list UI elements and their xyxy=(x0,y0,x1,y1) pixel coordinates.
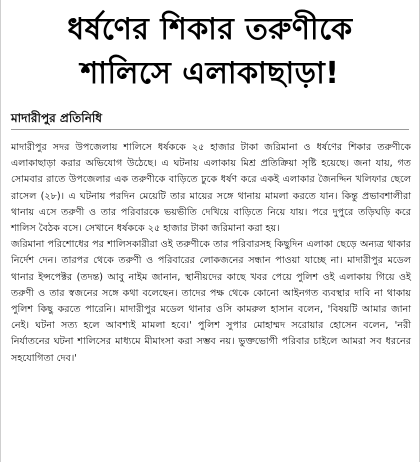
headline-line-1: ধর্ষণের শিকার তরুণীকে xyxy=(67,12,353,47)
article-body xyxy=(11,140,411,367)
byline: মাদারীপুর প্রতিনিধি xyxy=(11,111,103,125)
headline-line-2: শালিসে এলাকাছাড়া! xyxy=(80,56,340,91)
paragraph-2: জরিমানা পরিশোধের পর শালিসকারীরা ওই তরুণীকে তার পরিবারসহ কিছুদিন এলাকা ছেড়ে অন্যত্র থাকার নির্দেশ দেন। তারপর থেকে তরুণী ও পরিবারের লোকজনের সন্ধান পাওয়া যাচ্ছে না। মাদারীপুর মডেল থানার ইন্সপেক্টর (তদন্ত) আবু নাইম জানান, স্থানীয়দের কাছে খবর পেয়ে পুলিশ ওই এলাকায় গিয়ে ওই তরুণী ও তার স্বজনের সঙ্গে কথা বলেছেন। তাদের পক্ষ থেকে কোনো আইনগত ব্যবস্থার দাবি না থাকায় পুলিশ কিছু করতে পারেনি। মাদারীপুর মডেল থানার ওসি কামরুল হাসান বলেন, 'বিষয়টি আমার জানা নেই। ঘটনা সত্য হলে আবশ্যই মামলা হবে।' পুলিশ সুপার মোহাম্মদ সরোয়ার হোসেন বলেন, 'নরী নির্যাতনের ঘটনা শালিসের মাধ্যমে মীমাংসা করা সম্ভব নয়। ভুক্তভোগী পরিবার চাইলে আমরা সব ধরনের সহযোগিতা দেব।' xyxy=(11,239,411,364)
byline-divider xyxy=(11,129,409,130)
headline xyxy=(11,8,409,96)
paragraph-1: মাদারীপুর সদর উপজেলায় শালিসে ধর্ষককে ২৫ হাজার টাকা জরিমানা ও ধর্ষণের শিকার তরুণীকে এলাকাছাড়া করার অভিযোগ উঠেছে। এ ঘটনায় এলাকায় মিশ্র প্রতিক্রিয়া সৃষ্টি হয়েছে। জনা যায়, গত সোমবার রাতে উপজেলার এক তরুণীকে বাড়িতে ঢুকে ধর্ষণ করে একই এলাকার জৈনদ্দিন খলিফার ছেলে রাসেল (২৮)। এ ঘটনায় পরদিন মেয়েটি তার মায়ের সঙ্গে থানায় মামলা করতে যান। কিন্তু প্রভাবশালীরা থানায় এসে তরুণী ও তার পরিবারকে ভয়ভীতি দেখিয়ে বাড়িতে নিয়ে যায়। পরে দুপুরে তড়িঘড়ি করে শালিস বৈঠক বসে। সেখানে ধর্ষককে ২৫ হাজার টাকা জরিমানা করা হয়। xyxy=(11,142,411,235)
